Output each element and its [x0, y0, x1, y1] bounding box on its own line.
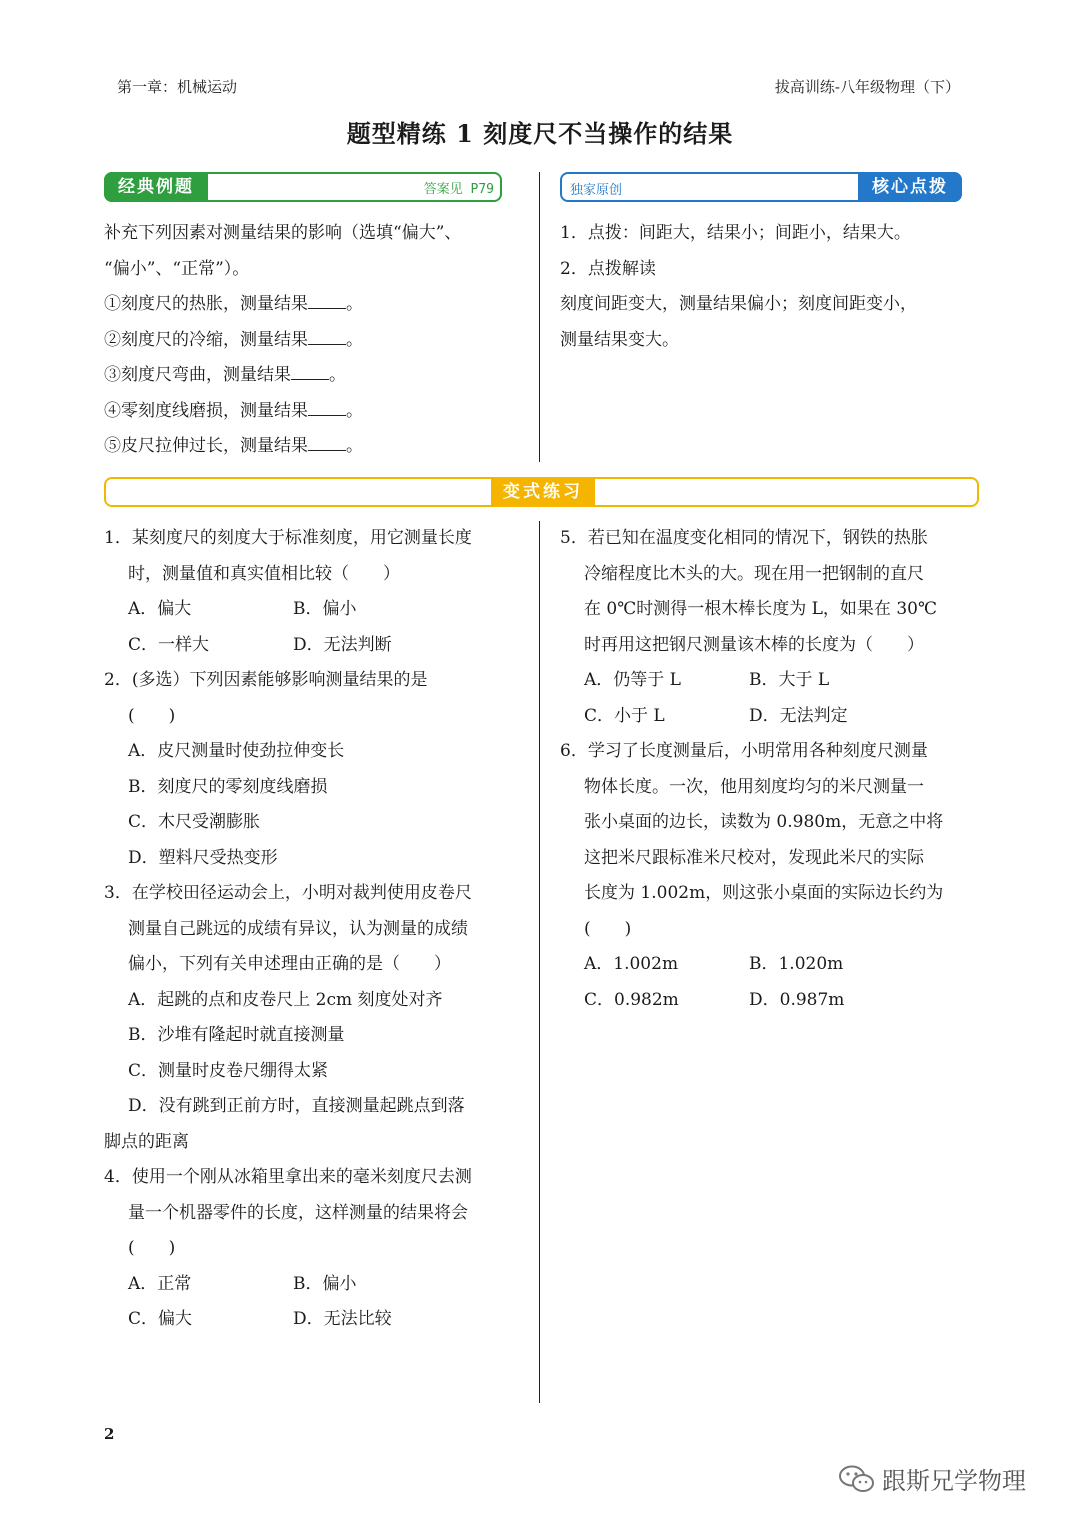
- q3-option-a[interactable]: A．起跳的点和皮卷尺上 2cm 刻度处对齐: [128, 989, 443, 1010]
- q2-option-b[interactable]: B．刻度尺的零刻度线磨损: [128, 776, 328, 797]
- q1-option-b[interactable]: B．偏小: [293, 599, 357, 619]
- core-line: 测量结果变大。: [560, 329, 679, 350]
- q4-option-d[interactable]: D．无法比较: [293, 1309, 392, 1329]
- example-item: [104, 287, 461, 323]
- answer-reference: 答案见 P79: [423, 182, 494, 197]
- answer-blank[interactable]: [291, 361, 329, 380]
- example-item: [104, 429, 461, 465]
- period: 。: [346, 400, 363, 421]
- column-divider: [539, 172, 540, 462]
- q5-option-d[interactable]: D．无法判定: [749, 705, 848, 726]
- q4-text: 量一个机器零件的长度，这样测量的结果将会: [128, 1202, 468, 1223]
- wechat-icon: [838, 1464, 876, 1494]
- page-number: 2: [104, 1425, 115, 1443]
- page-title: 题型精练 1 刻度尺不当操作的结果: [346, 119, 734, 148]
- q6-option-b[interactable]: B．1.020m: [749, 954, 844, 974]
- example-item-text: ②刻度尺的冷缩，测量结果: [104, 329, 308, 350]
- q2-text: ( ): [128, 705, 176, 726]
- q1-text: 1．某刻度尺的刻度大于标准刻度，用它测量长度: [104, 528, 472, 548]
- q5-text: 冷缩程度比木头的大。现在用一把钢制的直尺: [584, 563, 924, 584]
- q2-option-a[interactable]: A．皮尺测量时使劲拉伸变长: [128, 741, 345, 761]
- period: 。: [346, 329, 363, 350]
- q2-option-d[interactable]: D．塑料尺受热变形: [128, 847, 278, 868]
- core-line: 1．点拨：间距大，结果小；间距小，结果大。: [560, 223, 911, 243]
- example-item: [104, 358, 461, 394]
- q6-option-d[interactable]: D．0.987m: [749, 989, 845, 1010]
- example-content: [104, 216, 461, 465]
- q1-text: 时，测量值和真实值相比较（ ）: [128, 563, 400, 584]
- original-label: 独家原创: [570, 183, 623, 198]
- answer-blank[interactable]: [308, 432, 346, 451]
- q5-text: 5．若已知在温度变化相同的情况下，钢铁的热胀: [560, 528, 928, 548]
- example-item-text: ④零刻度线磨损，测量结果: [104, 400, 308, 421]
- q5-text: 时再用这把钢尺测量该木棒的长度为（ ）: [584, 634, 924, 655]
- q6-options: [560, 983, 943, 1019]
- q1-option-a[interactable]: A．偏大: [128, 599, 192, 619]
- q4-text: 4．使用一个刚从冰箱里拿出来的毫米刻度尺去测: [104, 1167, 472, 1187]
- example-tag: 经典例题: [104, 172, 208, 202]
- example-banner: [104, 172, 502, 202]
- q5-options: [560, 663, 943, 699]
- q6-option-c[interactable]: C．0.982m: [584, 989, 679, 1010]
- core-line: 2．点拨解读: [560, 258, 656, 279]
- q1-option-c[interactable]: C．一样大: [128, 634, 210, 655]
- example-intro-line: “偏小”、“正常”）。: [104, 258, 250, 279]
- q4-text: ( ): [128, 1238, 176, 1258]
- q3-option-c[interactable]: C．测量时皮卷尺绷得太紧: [128, 1060, 329, 1081]
- core-content: [560, 216, 917, 358]
- answer-blank[interactable]: [308, 290, 346, 309]
- q4-option-b[interactable]: B．偏小: [293, 1273, 357, 1294]
- q3-text: 偏小，下列有关申述理由正确的是（ ）: [128, 954, 451, 974]
- watermark: [838, 1461, 1026, 1496]
- q2-text: 2．(多选）下列因素能够影响测量结果的是: [104, 670, 428, 690]
- watermark-text: 跟斯兄学物理: [882, 1467, 1026, 1495]
- q1-options: [104, 628, 472, 664]
- q5-option-c[interactable]: C．小于 L: [584, 705, 665, 726]
- q1-options: [104, 592, 472, 628]
- q6-text: 长度为 1.002m，则这张小桌面的实际边长约为: [584, 883, 944, 903]
- q6-options: [560, 947, 943, 983]
- example-item: [104, 323, 461, 359]
- period: 。: [329, 365, 346, 385]
- core-line: 刻度间距变大，测量结果偏小；刻度间距变小，: [560, 294, 917, 314]
- q4-options: [104, 1302, 472, 1338]
- q5-option-a[interactable]: A．仍等于 L: [584, 670, 681, 690]
- q5-text: 在 0℃时测得一根木棒长度为 L，如果在 30℃: [584, 599, 937, 619]
- column-divider: [539, 521, 540, 1403]
- q6-text: ( ): [584, 918, 632, 939]
- q3-text: 3．在学校田径运动会上，小明对裁判使用皮卷尺: [104, 883, 472, 903]
- q5-option-b[interactable]: B．大于 L: [749, 670, 830, 690]
- practice-banner: [104, 477, 979, 507]
- period: 。: [346, 294, 363, 314]
- q2-option-c[interactable]: C．木尺受潮膨胀: [128, 812, 261, 832]
- example-item-text: ③刻度尺弯曲，测量结果: [104, 365, 291, 385]
- left-questions: [104, 521, 472, 1338]
- q5-options: [560, 699, 943, 735]
- q6-option-a[interactable]: A．1.002m: [584, 954, 679, 974]
- q3-text: 测量自己跳远的成绩有异议，认为测量的成绩: [128, 918, 468, 939]
- chapter-header: 第一章：机械运动: [117, 78, 238, 96]
- q3-option-d[interactable]: D．没有跳到正前方时，直接测量起跳点到落: [128, 1096, 465, 1116]
- right-questions: [560, 521, 943, 1018]
- period: 。: [346, 436, 363, 456]
- q6-text: 张小桌面的边长，读数为 0.980m，无意之中将: [584, 812, 944, 832]
- answer-blank[interactable]: [308, 326, 346, 345]
- q6-text: 这把米尺跟标准米尺校对，发现此米尺的实际: [584, 847, 924, 868]
- core-tag: 核心点拨: [858, 172, 962, 202]
- q3-option-d-cont: 脚点的距离: [104, 1131, 189, 1152]
- core-banner: [560, 172, 962, 202]
- q4-option-a[interactable]: A．正常: [128, 1273, 192, 1294]
- example-intro-line: 补充下列因素对测量结果的影响（选填“偏大”、: [104, 223, 462, 243]
- q1-option-d[interactable]: D．无法判断: [293, 634, 392, 655]
- example-item: [104, 394, 461, 430]
- practice-tag: 变式练习: [491, 477, 595, 507]
- q4-options: [104, 1267, 472, 1303]
- example-item-text: ⑤皮尺拉伸过长，测量结果: [104, 436, 308, 456]
- q6-text: 6．学习了长度测量后，小明常用各种刻度尺测量: [560, 741, 928, 761]
- q3-option-b[interactable]: B．沙堆有隆起时就直接测量: [128, 1025, 345, 1045]
- q6-text: 物体长度。一次，他用刻度均匀的米尺测量一: [584, 776, 924, 797]
- q4-option-c[interactable]: C．偏大: [128, 1309, 193, 1329]
- answer-blank[interactable]: [308, 397, 346, 416]
- example-item-text: ①刻度尺的热胀，测量结果: [104, 294, 308, 314]
- book-header: 拔高训练-八年级物理（下）: [774, 78, 960, 96]
